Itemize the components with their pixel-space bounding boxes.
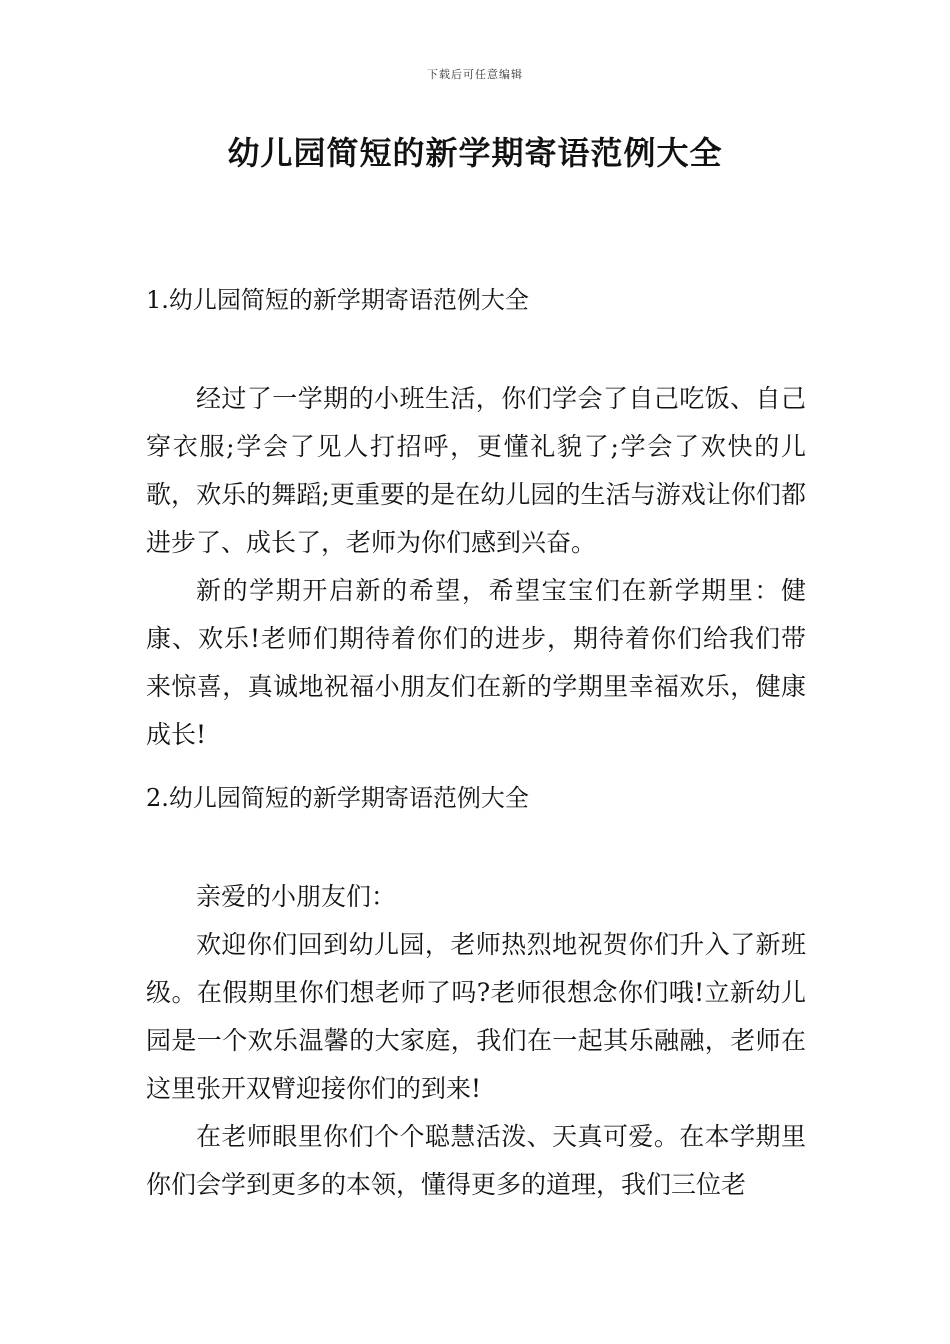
section-1-heading-block xyxy=(146,276,806,324)
paragraph: 新的学期开启新的希望，希望宝宝们在新学期里：健康、欢乐!老师们期待着你们的进步，期待着你们给我们带来惊喜，真诚地祝福小朋友们在新的学期里幸福欢乐，健康成长! xyxy=(146,576,806,749)
paragraph: 亲爱的小朋友们： xyxy=(196,882,397,911)
paragraph: 欢迎你们回到幼儿园，老师热烈地祝贺你们升入了新班级。在假期里你们想老师了吗?老师很想念你们哦!立新幼儿园是一个欢乐温馨的大家庭，我们在一起其乐融融，老师在这里张开双臂迎接你们的到来! xyxy=(146,930,806,1103)
section-2-body xyxy=(146,873,806,1209)
section-heading: 1.幼儿园简短的新学期寄语范例大全 xyxy=(146,286,529,314)
section-heading: 2.幼儿园简短的新学期寄语范例大全 xyxy=(146,784,529,812)
paragraph: 经过了一学期的小班生活，你们学会了自己吃饭、自己穿衣服;学会了见人打招呼，更懂礼貌了;学会了欢快的儿歌，欢乐的舞蹈;更重要的是在幼儿园的生活与游戏让你们都进步了、成长了，老师为你们感到兴奋。 xyxy=(146,384,806,557)
section-2-heading-block xyxy=(146,774,806,822)
paragraph: 在老师眼里你们个个聪慧活泼、天真可爱。在本学期里你们会学到更多的本领，懂得更多的道理，我们三位老 xyxy=(146,1122,806,1199)
section-1-body xyxy=(146,375,806,759)
document-title: 幼儿园简短的新学期寄语范例大全 xyxy=(227,134,723,172)
header-note: 下载后可任意编辑 xyxy=(427,68,523,81)
